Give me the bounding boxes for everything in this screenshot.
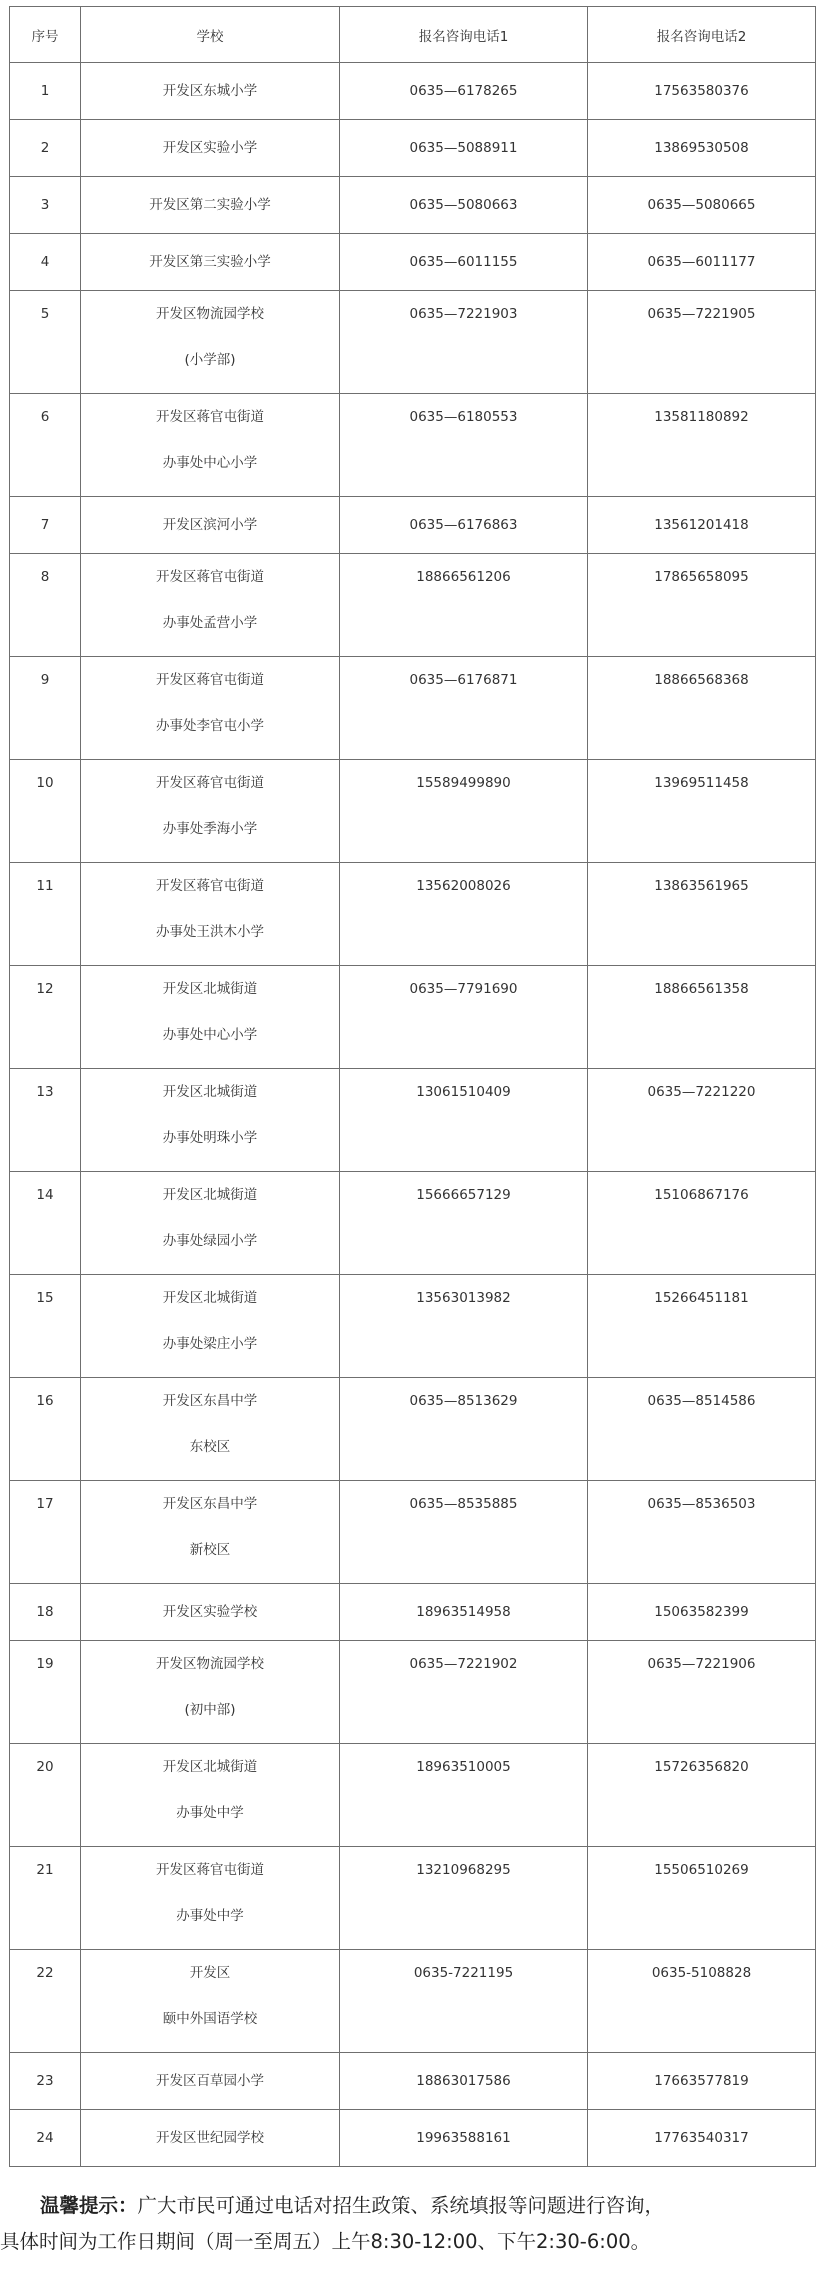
- header-phone1: 报名咨询电话1: [340, 7, 588, 63]
- cell-no: [10, 1950, 81, 2053]
- school-name-line: 开发区物流园学校: [156, 306, 264, 322]
- cell-phone2-text: 0635—8536503: [647, 1496, 756, 1512]
- school-name-line: 开发区蒋官屯街道: [156, 672, 264, 688]
- table-row: [10, 657, 816, 760]
- table-row: [10, 63, 816, 120]
- cell-no-text: 18: [36, 1604, 54, 1620]
- school-name-line: 新校区: [189, 1542, 231, 1558]
- cell-school: [81, 2053, 340, 2110]
- cell-no: [10, 177, 81, 234]
- school-name-line: 办事处王洪木小学: [156, 924, 264, 940]
- cell-no-text: 24: [36, 2130, 54, 2146]
- table-row: [10, 2110, 816, 2167]
- cell-phone2: [588, 1744, 816, 1847]
- cell-phone2: [588, 234, 816, 291]
- school-name-line: 开发区北城街道: [162, 1187, 258, 1203]
- reminder-note: [0, 2188, 823, 2260]
- school-name-line: 办事处中心小学: [162, 455, 258, 471]
- school-name-line: 开发区: [189, 1965, 231, 1981]
- cell-phone2: [588, 966, 816, 1069]
- cell-phone2-text: 0635—7221905: [647, 306, 756, 322]
- cell-phone1: [340, 1950, 588, 2053]
- cell-school: [81, 657, 340, 760]
- cell-no: [10, 863, 81, 966]
- table-row: [10, 2053, 816, 2110]
- cell-phone2: [588, 497, 816, 554]
- school-name-line: 开发区第二实验小学: [149, 197, 271, 213]
- school-name-line: 开发区蒋官屯街道: [156, 409, 264, 425]
- cell-no: [10, 1641, 81, 1744]
- cell-phone1-text: 0635—7791690: [409, 981, 518, 997]
- school-name-line: 办事处季海小学: [162, 821, 258, 837]
- cell-school: [81, 120, 340, 177]
- cell-phone2-text: 17763540317: [654, 2130, 749, 2146]
- table-row: [10, 1584, 816, 1641]
- cell-phone2: [588, 2110, 816, 2167]
- cell-school: [81, 1950, 340, 2053]
- school-name-line: (小学部): [184, 352, 236, 368]
- school-name-line: 开发区东城小学: [162, 83, 258, 99]
- cell-school: [81, 554, 340, 657]
- cell-phone2-text: 0635—6011177: [647, 254, 756, 270]
- cell-phone2-text: 13581180892: [654, 409, 749, 425]
- cell-school: [81, 63, 340, 120]
- cell-phone1: [340, 760, 588, 863]
- school-name-line: 开发区蒋官屯街道: [156, 569, 264, 585]
- header-phone2: 报名咨询电话2: [588, 7, 816, 63]
- cell-school: [81, 1069, 340, 1172]
- school-name-line: 办事处中学: [176, 1908, 244, 1924]
- cell-phone2: [588, 177, 816, 234]
- cell-phone2-text: 13869530508: [654, 140, 749, 156]
- cell-school: [81, 394, 340, 497]
- cell-no-text: 5: [40, 306, 50, 322]
- cell-phone1-text: 13061510409: [416, 1084, 511, 1100]
- cell-phone2-text: 0635—7221220: [647, 1084, 756, 1100]
- school-name-line: 开发区第三实验小学: [149, 254, 271, 270]
- table-row: [10, 1744, 816, 1847]
- table-row: [10, 966, 816, 1069]
- cell-phone2-text: 15063582399: [654, 1604, 749, 1620]
- cell-school: [81, 1481, 340, 1584]
- table-row: [10, 177, 816, 234]
- cell-phone2-text: 17563580376: [654, 83, 749, 99]
- cell-school: [81, 1744, 340, 1847]
- cell-phone1: [340, 863, 588, 966]
- cell-phone2-text: 17865658095: [654, 569, 749, 585]
- cell-no-text: 10: [36, 775, 54, 791]
- cell-phone1: [340, 1069, 588, 1172]
- cell-phone2: [588, 1378, 816, 1481]
- cell-phone1: [340, 234, 588, 291]
- cell-phone1-text: 13562008026: [416, 878, 511, 894]
- school-contact-table-wrapper: [9, 6, 815, 2167]
- cell-phone2-text: 15106867176: [654, 1187, 749, 1203]
- cell-no-text: 15: [36, 1290, 54, 1306]
- cell-no: [10, 291, 81, 394]
- cell-school: [81, 2110, 340, 2167]
- cell-phone2: [588, 2053, 816, 2110]
- cell-phone1-text: 13210968295: [416, 1862, 511, 1878]
- school-name-line: 开发区蒋官屯街道: [156, 1862, 264, 1878]
- cell-phone2-text: 17663577819: [654, 2073, 749, 2089]
- cell-school: [81, 177, 340, 234]
- cell-phone2-text: 0635—5080665: [647, 197, 756, 213]
- cell-phone1: [340, 394, 588, 497]
- cell-school: [81, 497, 340, 554]
- school-name-line: 开发区物流园学校: [156, 1656, 264, 1672]
- cell-phone1-text: 0635—6176871: [409, 672, 518, 688]
- cell-no: [10, 1069, 81, 1172]
- school-name-line: 办事处中学: [176, 1805, 244, 1821]
- cell-phone2: [588, 1481, 816, 1584]
- cell-school: [81, 1641, 340, 1744]
- reminder-line-2: 具体时间为工作日期间（周一至周五）上午8:30-12:00、下午2:30-6:00。: [0, 2230, 651, 2253]
- cell-phone2-text: 15506510269: [654, 1862, 749, 1878]
- cell-school: [81, 1378, 340, 1481]
- cell-school: [81, 1275, 340, 1378]
- school-name-line: 东校区: [189, 1439, 231, 1455]
- cell-school: [81, 291, 340, 394]
- cell-phone1: [340, 554, 588, 657]
- school-name-line: 办事处李官屯小学: [156, 718, 264, 734]
- cell-phone1: [340, 177, 588, 234]
- table-row: [10, 863, 816, 966]
- cell-no: [10, 1744, 81, 1847]
- cell-phone1-text: 18963514958: [416, 1604, 511, 1620]
- cell-no-text: 1: [40, 83, 50, 99]
- cell-phone2-text: 13863561965: [654, 878, 749, 894]
- table-row: [10, 1481, 816, 1584]
- cell-phone1: [340, 1641, 588, 1744]
- school-name-line: 办事处孟营小学: [162, 615, 258, 631]
- cell-phone1: [340, 1378, 588, 1481]
- school-name-line: 办事处明珠小学: [162, 1130, 258, 1146]
- cell-phone1: [340, 1584, 588, 1641]
- cell-phone1: [340, 2110, 588, 2167]
- cell-phone2: [588, 1584, 816, 1641]
- header-school: 学校: [81, 7, 340, 63]
- cell-no: [10, 554, 81, 657]
- cell-phone1: [340, 497, 588, 554]
- table-row: [10, 291, 816, 394]
- cell-no: [10, 760, 81, 863]
- school-name-line: 办事处绿园小学: [162, 1233, 258, 1249]
- school-name-line: 开发区北城街道: [162, 981, 258, 997]
- cell-phone1-text: 0635—8513629: [409, 1393, 518, 1409]
- school-name-line: 开发区蒋官屯街道: [156, 775, 264, 791]
- cell-phone1-text: 0635—5080663: [409, 197, 518, 213]
- cell-phone2-text: 18866561358: [654, 981, 749, 997]
- cell-no: [10, 657, 81, 760]
- cell-no-text: 21: [36, 1862, 54, 1878]
- cell-phone2: [588, 1641, 816, 1744]
- reminder-label: 温馨提示：: [40, 2194, 138, 2217]
- school-name-line: 开发区滨河小学: [162, 517, 258, 533]
- cell-phone2-text: 18866568368: [654, 672, 749, 688]
- table-body: [10, 63, 816, 2167]
- cell-phone2: [588, 1275, 816, 1378]
- cell-phone2-text: 0635-5108828: [651, 1965, 752, 1981]
- cell-no-text: 17: [36, 1496, 54, 1512]
- school-name-line: 开发区北城街道: [162, 1084, 258, 1100]
- cell-phone1-text: 15666657129: [416, 1187, 511, 1203]
- cell-phone2: [588, 63, 816, 120]
- header-no: 序号: [10, 7, 81, 63]
- school-name-line: 开发区世纪园学校: [156, 2130, 264, 2146]
- school-name-line: 办事处梁庄小学: [162, 1336, 258, 1352]
- cell-no: [10, 394, 81, 497]
- table-row: [10, 760, 816, 863]
- cell-no: [10, 1275, 81, 1378]
- cell-no-text: 8: [40, 569, 50, 585]
- table-row: [10, 1950, 816, 2053]
- cell-phone1-text: 0635—5088911: [409, 140, 518, 156]
- school-name-line: 颐中外国语学校: [162, 2011, 258, 2027]
- cell-no-text: 2: [40, 140, 50, 156]
- cell-phone2: [588, 863, 816, 966]
- school-contact-table: [9, 6, 816, 2167]
- table-row: [10, 497, 816, 554]
- cell-no-text: 13: [36, 1084, 54, 1100]
- table-row: [10, 120, 816, 177]
- cell-phone1-text: 18963510005: [416, 1759, 511, 1775]
- cell-phone1-text: 19963588161: [416, 2130, 511, 2146]
- cell-phone1-text: 13563013982: [416, 1290, 511, 1306]
- cell-no: [10, 966, 81, 1069]
- school-name-line: 开发区北城街道: [162, 1290, 258, 1306]
- cell-phone1-text: 0635—6178265: [409, 83, 518, 99]
- cell-phone1-text: 0635—6011155: [409, 254, 518, 270]
- table-row: [10, 234, 816, 291]
- cell-phone2: [588, 120, 816, 177]
- school-name-line: 开发区东昌中学: [162, 1393, 258, 1409]
- cell-phone1-text: 18863017586: [416, 2073, 511, 2089]
- cell-phone1: [340, 120, 588, 177]
- cell-phone1: [340, 1172, 588, 1275]
- table-header-row: [10, 7, 816, 63]
- school-name-line: 开发区蒋官屯街道: [156, 878, 264, 894]
- school-name-line: (初中部): [184, 1702, 236, 1718]
- cell-no-text: 20: [36, 1759, 54, 1775]
- cell-phone2-text: 0635—8514586: [647, 1393, 756, 1409]
- cell-phone2-text: 15266451181: [654, 1290, 749, 1306]
- reminder-line-1: [0, 2188, 823, 2224]
- cell-phone1-text: 0635—6176863: [409, 517, 518, 533]
- cell-no-text: 7: [40, 517, 50, 533]
- table-row: [10, 1847, 816, 1950]
- cell-phone2-text: 0635—7221906: [647, 1656, 756, 1672]
- cell-no-text: 22: [36, 1965, 54, 1981]
- cell-phone1: [340, 2053, 588, 2110]
- cell-no: [10, 1378, 81, 1481]
- cell-phone1-text: 0635—6180553: [409, 409, 518, 425]
- cell-school: [81, 966, 340, 1069]
- table-row: [10, 1378, 816, 1481]
- table-row: [10, 1069, 816, 1172]
- cell-no-text: 6: [40, 409, 50, 425]
- cell-no-text: 9: [40, 672, 50, 688]
- cell-phone1-text: 18866561206: [416, 569, 511, 585]
- cell-no-text: 19: [36, 1656, 54, 1672]
- cell-no: [10, 2110, 81, 2167]
- cell-phone2: [588, 394, 816, 497]
- cell-phone2: [588, 1069, 816, 1172]
- cell-phone1: [340, 966, 588, 1069]
- table-row: [10, 394, 816, 497]
- cell-phone1: [340, 1744, 588, 1847]
- cell-no: [10, 234, 81, 291]
- school-name-line: 开发区实验学校: [162, 1604, 258, 1620]
- cell-school: [81, 234, 340, 291]
- cell-phone2-text: 13561201418: [654, 517, 749, 533]
- cell-phone2-text: 15726356820: [654, 1759, 749, 1775]
- cell-no: [10, 120, 81, 177]
- cell-phone1-text: 0635—8535885: [409, 1496, 518, 1512]
- cell-no-text: 12: [36, 981, 54, 997]
- cell-no-text: 23: [36, 2073, 54, 2089]
- cell-no: [10, 63, 81, 120]
- table-row: [10, 554, 816, 657]
- cell-phone1: [340, 657, 588, 760]
- cell-no: [10, 1172, 81, 1275]
- cell-phone2: [588, 1172, 816, 1275]
- cell-phone2: [588, 291, 816, 394]
- cell-phone1-text: 0635-7221195: [413, 1965, 514, 1981]
- cell-no: [10, 1847, 81, 1950]
- cell-phone1: [340, 1481, 588, 1584]
- cell-no: [10, 497, 81, 554]
- cell-school: [81, 863, 340, 966]
- cell-phone1: [340, 1275, 588, 1378]
- school-name-line: 开发区东昌中学: [162, 1496, 258, 1512]
- table-row: [10, 1172, 816, 1275]
- cell-no: [10, 1481, 81, 1584]
- cell-no-text: 11: [36, 878, 54, 894]
- cell-no: [10, 2053, 81, 2110]
- cell-phone2: [588, 1950, 816, 2053]
- cell-phone2: [588, 1847, 816, 1950]
- cell-no: [10, 1584, 81, 1641]
- cell-phone2: [588, 657, 816, 760]
- school-name-line: 开发区百草园小学: [156, 2073, 264, 2089]
- cell-no-text: 16: [36, 1393, 54, 1409]
- cell-school: [81, 1172, 340, 1275]
- school-name-line: 开发区实验小学: [162, 140, 258, 156]
- cell-no-text: 3: [40, 197, 50, 213]
- cell-phone1-text: 0635—7221903: [409, 306, 518, 322]
- cell-phone1: [340, 1847, 588, 1950]
- cell-no-text: 4: [40, 254, 50, 270]
- cell-phone1-text: 15589499890: [416, 775, 511, 791]
- cell-school: [81, 760, 340, 863]
- cell-phone1-text: 0635—7221902: [409, 1656, 518, 1672]
- cell-phone1: [340, 63, 588, 120]
- cell-phone2: [588, 554, 816, 657]
- school-name-line: 办事处中心小学: [162, 1027, 258, 1043]
- cell-phone2: [588, 760, 816, 863]
- cell-phone2-text: 13969511458: [654, 775, 749, 791]
- cell-school: [81, 1847, 340, 1950]
- cell-school: [81, 1584, 340, 1641]
- table-row: [10, 1275, 816, 1378]
- school-name-line: 开发区北城街道: [162, 1759, 258, 1775]
- reminder-text-1: 广大市民可通过电话对招生政策、系统填报等问题进行咨询，: [137, 2194, 665, 2217]
- cell-phone1: [340, 291, 588, 394]
- cell-no-text: 14: [36, 1187, 54, 1203]
- table-row: [10, 1641, 816, 1744]
